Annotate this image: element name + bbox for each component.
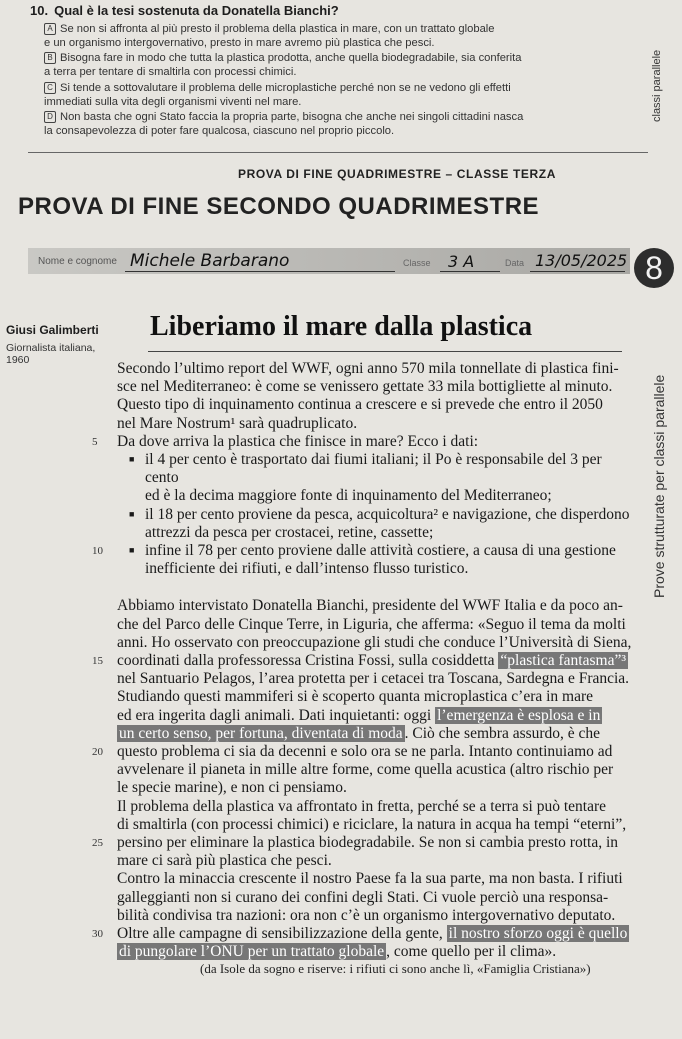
title-underline <box>148 351 622 352</box>
highlight-moda: un certo senso, per fortuna, diventata di moda <box>119 724 403 742</box>
paragraph-4: Contro la minaccia crescente il nostro Paese fa la sua parte, ma non basta. I rifiuti galleggianti non si curano dei confini degli Stati. Ci vuole perciò una responsa- bilità condivisa tra nazioni: ora non c’è un organismo intergovernativo deputato. 30 Oltre alle campagne di sensibilizzazione della gente, il nostro sforzo oggi è quello di pungolare l’ONU per un trattato globale , come quello per il clima». <box>92 870 628 961</box>
test-number-badge: 8 <box>634 248 674 288</box>
option-c-checkbox[interactable]: C <box>44 82 56 94</box>
class-label: Classe <box>403 258 431 268</box>
paragraph-1: Secondo l’ultimo report del WWF, ogni anno 570 mila tonnellate di plastica fini- sce nel Mediterraneo: è come se venissero gettate 33 mila bottigliette al minuto. Questo tipo di inquinamento continua a crescere e si prevede che entro il 2050 nel Mare Nostrum¹ sarà quadruplicato. 5 Da dove arriva la plastica che finisce in mare? Ecco i dati: <box>92 360 619 450</box>
option-a[interactable]: A Se non si affronta al più presto il problema della plastica in mare, con un trattato globale e un organismo intergovernativo, presto in mare avremo più plastica che pesci. <box>44 23 495 49</box>
line-number-30: 30 <box>92 928 103 941</box>
bullet-rivers: ■ il 4 per cento è trasportato dai fiumi italiani; il Po è responsabile del 3 per cento ed è la decima maggiore fonte di inquinamento del Mediterraneo; <box>117 451 637 506</box>
option-d[interactable]: D Non basta che ogni Stato faccia la propria parte, bisogna che anche nei singoli cittadini nasca la consapevolezza di poter fare qualcosa, ciascuno nel proprio piccolo. <box>44 111 524 137</box>
date-label: Data <box>505 258 525 268</box>
question-number: 10. <box>30 3 49 18</box>
class-underline <box>440 271 500 272</box>
question-title <box>30 3 339 18</box>
class-field[interactable]: 3 A <box>448 252 475 271</box>
date-underline <box>530 271 625 272</box>
line-number-15: 15 <box>92 655 103 668</box>
highlight-sforzo: il nostro sforzo oggi è quello <box>448 925 628 943</box>
line-number-25: 25 <box>92 837 103 850</box>
question-text: Qual è la tesi sostenuta da Donatella Bianchi? <box>54 3 339 18</box>
option-b-checkbox[interactable]: B <box>44 52 56 64</box>
option-a-checkbox[interactable]: A <box>44 23 56 35</box>
line-number-20: 20 <box>92 746 103 759</box>
article-body <box>92 360 637 962</box>
paragraph-2: Abbiamo intervistato Donatella Bianchi, presidente del WWF Italia e da poco an- che del Parco delle Cinque Terre, in Liguria, che afferma: «Seguo il tema da molti anni. Ho osservato con preoccupazione gli studi che conduce l’Università di Siena, 15 coordinati dalla professoressa Cristina Fossi, sulla cosiddetta “plastica fantasma”³ nel Santuario Pelagos, l’area protetta per i cetacei tra Toscana, Sardegna e Francia. Studiando questi mammiferi si è scoperto quanta microplastica c’era in mare ed era ingerita dagli animali. Dati inquietanti: oggi l’emergenza è esplosa e in un certo senso, per fortuna, diventata di moda . Ciò che sembra assurdo, è che 20 questo problema ci sia da decenni e solo ora se ne parla. Intanto continuiamo ad avvelenare il pianeta in mille altre forme, come quella acustica (altro rischio per le specie marine), e non ci pensiamo. <box>92 597 632 797</box>
highlight-plastica-fantasma: “plastica fantasma”³ <box>500 652 626 670</box>
author-note: Giornalista italiana, 1960 <box>6 342 96 366</box>
side-label-bottom: Prove strutturate per classi parallele <box>651 374 667 598</box>
section-title: PROVA DI FINE QUADRIMESTRE – CLASSE TERZA <box>238 167 556 181</box>
bullet-coastal: ■ 10 infine il 78 per cento proviene dalle attività costiere, a causa di una gestione inefficiente dei rifiuti, e dall’intenso flusso turistico. <box>117 542 637 578</box>
date-field[interactable]: 13/05/2025 <box>535 251 628 270</box>
main-title: PROVA DI FINE SECONDO QUADRIMESTRE <box>18 193 540 220</box>
source-citation: (da Isole da sogno e riserve: i rifiuti ci sono anche lì, «Famiglia Cristiana») <box>200 961 591 976</box>
paragraph-3: Il problema della plastica va affrontato in fretta, perché se a terra si può tentare di smaltirla (con processi chimici) e riciclare, la natura in acqua ha tempi “eterni”, 25 persino per eliminare la plastica biodegradabile. Se non si cambia presto rotta, in mare ci sarà più plastica che pesci. <box>92 797 627 870</box>
option-c[interactable]: C Si tende a sottovalutare il problema delle microplastiche perché non se ne vedono gli effetti immediati sulla vita degli organismi viventi nel mare. <box>44 82 511 108</box>
option-b[interactable]: B Bisogna fare in modo che tutta la plastica prodotta, anche quella biodegradabile, sia conferita a terra per tentare di smaltirla con processi chimici. <box>44 52 522 78</box>
name-underline <box>125 271 395 272</box>
highlight-onu: di pungolare l’ONU per un trattato globale <box>119 943 385 961</box>
line-number-5: 5 <box>92 435 98 448</box>
line-number-10: ■ 10 <box>92 545 103 558</box>
side-label-top: classi parallele <box>651 49 663 122</box>
name-field[interactable]: Michele Barbarano <box>130 251 290 271</box>
option-d-checkbox[interactable]: D <box>44 111 56 123</box>
name-label: Nome e cognome <box>38 256 117 267</box>
highlight-emergenza: l’emergenza è esplosa e in <box>437 706 601 724</box>
bullet-fishing: ■ il 18 per cento proviene da pesca, acquicoltura² e navigazione, che disperdono attrezzi da pesca per crostacei, retine, cassette; <box>117 506 637 542</box>
author-name: Giusi Galimberti <box>6 323 99 337</box>
divider <box>28 152 648 153</box>
article-title: Liberiamo il mare dalla plastica <box>150 311 533 342</box>
